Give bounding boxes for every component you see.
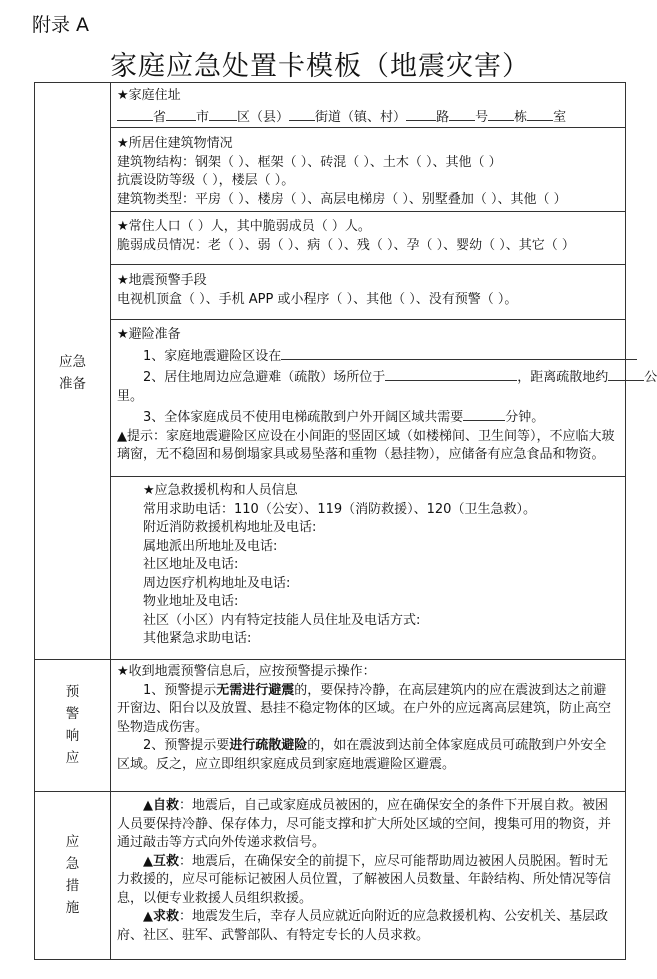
row-divider <box>110 476 625 477</box>
residents-cell <box>117 218 617 255</box>
rescue-other-phones: 其他紧急求助电话: <box>143 631 252 646</box>
blank-field[interactable] <box>281 345 637 360</box>
address-building: 栋 <box>514 109 528 125</box>
measure-self-rescue: ▲自救：地震后，自己或家庭成员被困的，应在确保安全的条件下开展自救。被困人员要保持冷静、保存体力，尽可能支撑和扩大所处区域的空间，搜集可用的物资，并通过敲击等方式向外传递求救信号。 <box>117 798 612 850</box>
blank-field[interactable] <box>166 106 196 121</box>
row-divider <box>110 211 625 212</box>
section-label-warning-response: 预 警 响 应 <box>65 684 80 766</box>
row-divider <box>110 127 625 128</box>
rescue-skilled-persons: 社区（小区）内有特定技能人员住址及电话方式: <box>143 612 421 628</box>
rescue-community: 社区地址及电话: <box>143 557 239 572</box>
warning-response-cell <box>117 663 617 774</box>
vulnerable-members: 脆弱成员情况：老（ ）、弱（ ）、病（ ）、残（ ）、孕（ ）、婴幼（ ）、其它（ ） <box>117 237 575 253</box>
residents-count: ★常住人口（ ）人，其中脆弱成员（ ）人。 <box>117 219 371 234</box>
rescue-property: 物业地址及电话: <box>143 594 239 609</box>
emergency-card-table <box>34 82 657 960</box>
blank-field[interactable] <box>488 106 514 121</box>
rescue-medical: 周边医疗机构地址及电话: <box>143 575 291 591</box>
row-divider <box>110 264 625 265</box>
address-room: 室 <box>553 109 567 125</box>
address-heading: ★家庭住址 <box>117 88 181 103</box>
avoidance-cell <box>117 326 657 465</box>
warning-means-options: 电视机顶盒（ ）、手机 APP 或小程序（ ）、其他（ ）、没有预警（ ）。 <box>117 291 518 307</box>
rescue-common-phones: 常用求助电话：110（公安）、119（消防救援）、120（卫生急救）。 <box>143 501 536 517</box>
address-number: 号 <box>475 109 489 125</box>
rescue-heading: ★应急救援机构和人员信息 <box>143 483 298 498</box>
measure-call-for-help: ▲求救：地震发生后，幸存人员应就近向附近的应急救援机构、公安机关、基层政府、社区、驻军、武警部队、有特定专长的人员求救。 <box>117 909 609 943</box>
emergency-measures-cell <box>117 797 617 945</box>
address-cell <box>117 87 617 127</box>
blank-field[interactable] <box>608 366 644 381</box>
warning-response-heading: ★收到地震预警信息后，应按预警提示操作： <box>117 664 376 679</box>
address-street: 街道（镇、村） <box>315 109 407 125</box>
avoidance-item-2: 2、居住地周边应急避难（疏散）场所位于 ，距离疏散地约 公 <box>117 366 617 388</box>
section-label-emergency-measures: 应 急 措 施 <box>65 834 80 916</box>
address-city: 市 <box>196 109 210 125</box>
rescue-fire-station: 附近消防救援机构地址及电话: <box>143 520 317 535</box>
rescue-police-station: 属地派出所地址及电话: <box>143 538 278 554</box>
row-divider <box>110 319 625 320</box>
blank-field[interactable] <box>289 106 315 121</box>
avoidance-tip: ▲提示：家庭地震避险区应设在小间距的竖固区域（如楼梯间、卫生间等），不应临大玻璃窗，无不稳固和易倒塌家具或易坠落和重物（悬挂物），应储备有应急食品和物资。 <box>117 428 615 462</box>
column-divider <box>110 83 111 959</box>
address-line <box>117 106 617 128</box>
row-divider <box>35 791 625 792</box>
blank-field[interactable] <box>385 366 517 381</box>
section-label-preparation: 应急 准备 <box>59 354 86 392</box>
avoidance-item-3: 3、全体家庭成员不使用电梯疏散到户外开阔区域共需要 分钟。 <box>117 406 617 428</box>
warning-response-item-1: 1、预警提示无需进行避震的，要保持冷静，在高层建筑内的应在震波到达之前避开窗边、阳台以及放置、悬挂不稳定物体的区域。在户外的应远离高层建筑，防止高空坠物造成伤害。 <box>117 682 612 735</box>
blank-field[interactable] <box>463 406 505 421</box>
address-district: 区（县） <box>237 109 290 125</box>
row-divider <box>35 659 625 660</box>
avoidance-item-1: 1、家庭地震避险区设在 <box>117 345 617 367</box>
avoidance-heading: ★避险准备 <box>117 327 181 342</box>
building-heading: ★所居住建筑物情况 <box>117 136 233 151</box>
building-seismic-level: 抗震设防等级（ ），楼层（ ）。 <box>117 173 295 188</box>
warning-means-cell <box>117 272 617 309</box>
rescue-info-cell <box>117 482 617 649</box>
measure-mutual-rescue: ▲互救：地震后，在确保安全的前提下，应尽可能帮助周边被困人员脱困。暂时无力救援的，应尽可能标记被困人员位置，了解被困人员数量、年龄结构、所处情况等信息，以便专业救援人员组织救援。 <box>117 853 612 906</box>
building-structure: 建筑物结构：钢架（ ）、框架（ ）、砖混（ ）、土木（ ）、其他（ ） <box>117 154 502 170</box>
blank-field[interactable] <box>209 106 237 121</box>
building-type: 建筑物类型：平房（ ）、楼房（ ）、高层电梯房（ ）、别墅叠加（ ）、其他（ ） <box>117 191 567 207</box>
blank-field[interactable] <box>117 106 153 121</box>
avoidance-item-2-cont: 里。 <box>117 388 144 404</box>
blank-field[interactable] <box>449 106 475 121</box>
page-title: 家庭应急处置卡模板（地震灾害） <box>110 51 530 82</box>
address-road: 路 <box>436 109 450 125</box>
warning-response-item-2: 2、预警提示要进行疏散避险的，如在震波到达前全体家庭成员可疏散到户外安全区域。反之，应立即组织家庭成员到家庭地震避险区避震。 <box>117 738 607 772</box>
blank-field[interactable] <box>406 106 436 121</box>
appendix-label: 附录 A <box>32 14 90 36</box>
address-province: 省 <box>153 109 167 125</box>
building-cell <box>117 135 617 209</box>
blank-field[interactable] <box>527 106 553 121</box>
warning-means-heading: ★地震预警手段 <box>117 273 207 288</box>
